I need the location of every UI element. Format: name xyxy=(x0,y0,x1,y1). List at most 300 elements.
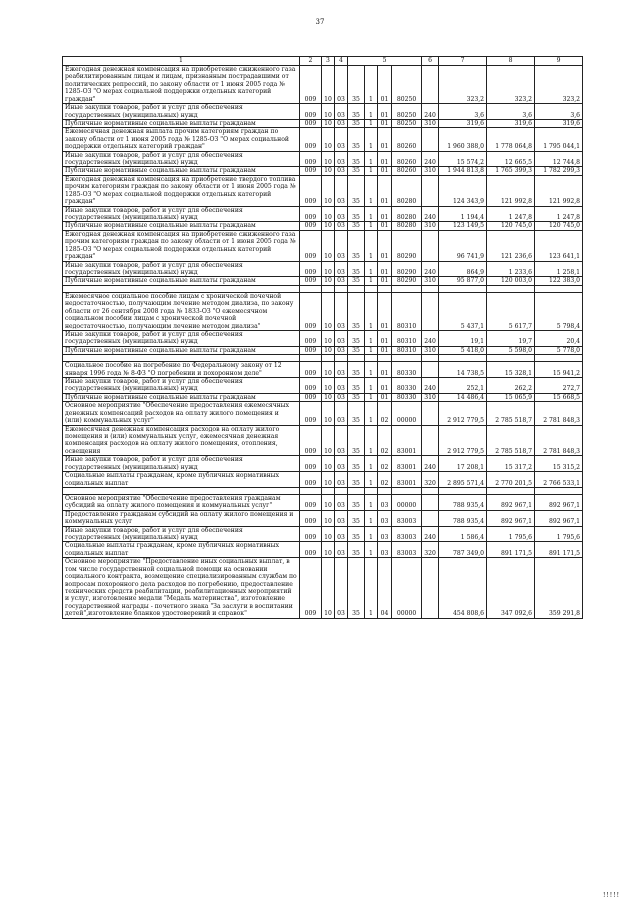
table-row xyxy=(63,230,583,261)
cell-c2: 009 xyxy=(300,558,322,618)
cell-c4: 03 xyxy=(335,378,348,394)
cell-k3: 01 xyxy=(378,66,392,104)
cell-k4: 83003 xyxy=(392,510,422,526)
spacer-cell xyxy=(322,487,335,494)
table-row xyxy=(63,292,583,330)
cell-v8: 5 598,0 xyxy=(487,346,535,354)
spacer-cell xyxy=(322,355,335,362)
cell-c2: 009 xyxy=(300,119,322,127)
cell-c2: 009 xyxy=(300,494,322,510)
cell-c4: 03 xyxy=(335,261,348,277)
cell-c6: 310 xyxy=(422,277,439,285)
cell-k3: 01 xyxy=(378,104,392,120)
header-cell: 9 xyxy=(535,57,583,66)
cell-name: Публичные нормативные социальные выплаты гражданам xyxy=(63,167,300,175)
spacer-cell xyxy=(335,355,348,362)
cell-k2: 1 xyxy=(365,222,378,230)
cell-c3: 10 xyxy=(322,330,335,346)
cell-v9: 1 782 299,3 xyxy=(535,167,583,175)
cell-k4: 80290 xyxy=(392,261,422,277)
cell-c4: 03 xyxy=(335,346,348,354)
cell-c6 xyxy=(422,402,439,425)
cell-v7: 454 808,6 xyxy=(439,558,487,618)
cell-k3: 01 xyxy=(378,292,392,330)
cell-v7: 2 912 779,5 xyxy=(439,402,487,425)
cell-c6 xyxy=(422,510,439,526)
cell-c3: 10 xyxy=(322,261,335,277)
cell-name: Иные закупки товаров, работ и услуг для обеспечения государственных (муниципальных) нужд xyxy=(63,261,300,277)
cell-k2: 1 xyxy=(365,558,378,618)
table-row xyxy=(63,472,583,488)
cell-c3: 10 xyxy=(322,494,335,510)
cell-c6: 310 xyxy=(422,346,439,354)
cell-name: Публичные нормативные социальные выплаты гражданам xyxy=(63,346,300,354)
cell-name: Ежемесячная денежная выплата прочим категориям граждан по закону области от 1 июня 2005 года № 1285-ОЗ "О мерах социальной поддержки отдельных категорий граждан" xyxy=(63,128,300,151)
cell-v9: 15 315,2 xyxy=(535,456,583,472)
cell-c4: 03 xyxy=(335,510,348,526)
cell-k4: 80280 xyxy=(392,175,422,206)
cell-c3: 10 xyxy=(322,206,335,222)
cell-c4: 03 xyxy=(335,66,348,104)
cell-k4: 83003 xyxy=(392,526,422,542)
cell-c3: 10 xyxy=(322,393,335,401)
header-row xyxy=(63,57,583,66)
cell-v7: 1 944 813,8 xyxy=(439,167,487,175)
cell-k3: 01 xyxy=(378,378,392,394)
cell-v7: 864,9 xyxy=(439,261,487,277)
cell-v7: 1 194,4 xyxy=(439,206,487,222)
cell-c4: 03 xyxy=(335,472,348,488)
cell-c4: 03 xyxy=(335,292,348,330)
cell-v8: 891 171,5 xyxy=(487,542,535,558)
cell-c6 xyxy=(422,494,439,510)
cell-k1: 35 xyxy=(348,151,365,167)
cell-k3: 03 xyxy=(378,494,392,510)
cell-c4: 03 xyxy=(335,128,348,151)
cell-c4: 03 xyxy=(335,175,348,206)
cell-c2: 009 xyxy=(300,362,322,378)
cell-k4: 80260 xyxy=(392,128,422,151)
cell-k3: 01 xyxy=(378,128,392,151)
cell-c2: 009 xyxy=(300,277,322,285)
cell-v9: 1 795,6 xyxy=(535,526,583,542)
cell-c2: 009 xyxy=(300,456,322,472)
cell-k3: 01 xyxy=(378,222,392,230)
cell-k1: 35 xyxy=(348,510,365,526)
cell-k2: 1 xyxy=(365,292,378,330)
cell-k1: 35 xyxy=(348,526,365,542)
cell-k3: 01 xyxy=(378,393,392,401)
cell-c6: 240 xyxy=(422,151,439,167)
cell-k3: 02 xyxy=(378,472,392,488)
cell-v9: 319,6 xyxy=(535,119,583,127)
cell-c2: 009 xyxy=(300,402,322,425)
cell-k4: 80250 xyxy=(392,66,422,104)
cell-v9: 3,6 xyxy=(535,104,583,120)
cell-name: Иные закупки товаров, работ и услуг для обеспечения государственных (муниципальных) нужд xyxy=(63,330,300,346)
cell-v8: 1 247,8 xyxy=(487,206,535,222)
cell-k3: 01 xyxy=(378,346,392,354)
cell-v9: 122 383,0 xyxy=(535,277,583,285)
spacer-cell xyxy=(348,355,365,362)
cell-c6: 320 xyxy=(422,472,439,488)
cell-v7: 323,2 xyxy=(439,66,487,104)
cell-c6: 320 xyxy=(422,542,439,558)
cell-c3: 10 xyxy=(322,526,335,542)
cell-v9: 892 967,1 xyxy=(535,494,583,510)
cell-v7: 1 586,4 xyxy=(439,526,487,542)
cell-v8: 120 003,0 xyxy=(487,277,535,285)
header-cell: 3 xyxy=(322,57,335,66)
spacer-cell xyxy=(365,285,378,292)
cell-k3: 01 xyxy=(378,230,392,261)
cell-k4: 00000 xyxy=(392,402,422,425)
cell-v7: 788 935,4 xyxy=(439,510,487,526)
cell-v9: 1 258,1 xyxy=(535,261,583,277)
cell-k4: 80310 xyxy=(392,330,422,346)
cell-name: Основное мероприятие "Предоставление иных социальных выплат, в том числе государственной социальной помощи на основании социального контракта, возмещение специализированным службам по вопросам похоронного дела расходов по погребению, предоставление технических средств реабилитации, реабилитационных мероприятий и услуг, изготовление медали "Медаль материнства", изготовление государственной награды - почетного знака "За заслуги в воспитании детей",изготовление бланков удостоверений и справок" xyxy=(63,558,300,618)
cell-k2: 1 xyxy=(365,175,378,206)
table-row xyxy=(63,175,583,206)
cell-name: Ежегодная денежная компенсация на приобретение сжиженного газа реабилитированным лицам и лицам, признанным пострадавшими от политических репрессий, по закону области от 1 июня 2005 года № 1285-ОЗ "О мерах социальной поддержки отдельных категорий граждан" xyxy=(63,66,300,104)
cell-v8: 319,6 xyxy=(487,119,535,127)
cell-c6: 310 xyxy=(422,222,439,230)
table-row xyxy=(63,277,583,285)
cell-k1: 35 xyxy=(348,104,365,120)
cell-v8: 1 778 064,8 xyxy=(487,128,535,151)
cell-v7: 14 738,5 xyxy=(439,362,487,378)
cell-k1: 35 xyxy=(348,330,365,346)
cell-c3: 10 xyxy=(322,292,335,330)
cell-k4: 80330 xyxy=(392,362,422,378)
cell-c3: 10 xyxy=(322,378,335,394)
cell-c3: 10 xyxy=(322,104,335,120)
cell-c4: 03 xyxy=(335,277,348,285)
cell-k3: 01 xyxy=(378,277,392,285)
cell-c6 xyxy=(422,175,439,206)
spacer-cell xyxy=(63,487,300,494)
cell-v8: 19,7 xyxy=(487,330,535,346)
cell-c6: 310 xyxy=(422,393,439,401)
cell-v7: 3,6 xyxy=(439,104,487,120)
cell-v8: 3,6 xyxy=(487,104,535,120)
cell-k4: 80280 xyxy=(392,206,422,222)
cell-c3: 10 xyxy=(322,175,335,206)
cell-v7: 14 486,4 xyxy=(439,393,487,401)
spacer-cell xyxy=(422,355,439,362)
table-row xyxy=(63,494,583,510)
cell-v7: 95 877,0 xyxy=(439,277,487,285)
cell-c3: 10 xyxy=(322,222,335,230)
spacer-cell xyxy=(378,285,392,292)
cell-c3: 10 xyxy=(322,456,335,472)
table-row xyxy=(63,393,583,401)
table-row xyxy=(63,362,583,378)
cell-c3: 10 xyxy=(322,128,335,151)
table-row xyxy=(63,542,583,558)
cell-k3: 03 xyxy=(378,526,392,542)
cell-k1: 35 xyxy=(348,456,365,472)
cell-c6 xyxy=(422,128,439,151)
cell-v9: 5 778,0 xyxy=(535,346,583,354)
cell-v9: 123 641,1 xyxy=(535,230,583,261)
cell-k2: 1 xyxy=(365,151,378,167)
spacer-cell xyxy=(365,487,378,494)
spacer-cell xyxy=(300,355,322,362)
cell-c6 xyxy=(422,558,439,618)
cell-k3: 03 xyxy=(378,542,392,558)
cell-c3: 10 xyxy=(322,542,335,558)
cell-c2: 009 xyxy=(300,151,322,167)
cell-k4: 80260 xyxy=(392,151,422,167)
cell-c2: 009 xyxy=(300,425,322,456)
cell-c3: 10 xyxy=(322,510,335,526)
cell-k2: 1 xyxy=(365,346,378,354)
table-row xyxy=(63,456,583,472)
cell-k4: 80310 xyxy=(392,292,422,330)
cell-c2: 009 xyxy=(300,222,322,230)
cell-k2: 1 xyxy=(365,330,378,346)
cell-c6: 310 xyxy=(422,167,439,175)
cell-v8: 2 770 201,5 xyxy=(487,472,535,488)
cell-v8: 15 317,2 xyxy=(487,456,535,472)
cell-k2: 1 xyxy=(365,494,378,510)
table-row xyxy=(63,510,583,526)
cell-v9: 272,7 xyxy=(535,378,583,394)
cell-k2: 1 xyxy=(365,402,378,425)
cell-c6: 240 xyxy=(422,330,439,346)
cell-name: Иные закупки товаров, работ и услуг для обеспечения государственных (муниципальных) нужд xyxy=(63,526,300,542)
budget-table xyxy=(62,56,583,619)
spacer-cell xyxy=(378,355,392,362)
spacer-cell xyxy=(535,285,583,292)
cell-v7: 15 574,2 xyxy=(439,151,487,167)
cell-k3: 01 xyxy=(378,119,392,127)
cell-k1: 35 xyxy=(348,277,365,285)
cell-c3: 10 xyxy=(322,402,335,425)
cell-k1: 35 xyxy=(348,230,365,261)
cell-k1: 35 xyxy=(348,425,365,456)
cell-v7: 787 349,0 xyxy=(439,542,487,558)
cell-k1: 35 xyxy=(348,378,365,394)
cell-k1: 35 xyxy=(348,66,365,104)
spacer-cell xyxy=(322,285,335,292)
cell-c4: 03 xyxy=(335,167,348,175)
cell-c3: 10 xyxy=(322,66,335,104)
cell-c3: 10 xyxy=(322,362,335,378)
cell-v7: 5 418,0 xyxy=(439,346,487,354)
cell-v9: 2 781 848,3 xyxy=(535,402,583,425)
spacer-cell xyxy=(439,487,487,494)
cell-k3: 02 xyxy=(378,425,392,456)
cell-name: Социальные выплаты гражданам, кроме публичных нормативных социальных выплат xyxy=(63,472,300,488)
spacer-cell xyxy=(535,355,583,362)
cell-k3: 03 xyxy=(378,510,392,526)
spacer-cell xyxy=(63,355,300,362)
cell-c4: 03 xyxy=(335,494,348,510)
cell-k4: 80250 xyxy=(392,119,422,127)
cell-k3: 02 xyxy=(378,456,392,472)
cell-c4: 03 xyxy=(335,151,348,167)
table-row xyxy=(63,119,583,127)
cell-name: Иные закупки товаров, работ и услуг для обеспечения государственных (муниципальных) нужд xyxy=(63,151,300,167)
spacer-cell xyxy=(439,355,487,362)
spacer-cell xyxy=(422,487,439,494)
cell-k1: 35 xyxy=(348,261,365,277)
cell-v8: 262,2 xyxy=(487,378,535,394)
cell-c4: 03 xyxy=(335,119,348,127)
cell-c6 xyxy=(422,230,439,261)
cell-c4: 03 xyxy=(335,393,348,401)
cell-k1: 35 xyxy=(348,402,365,425)
cell-v8: 121 236,6 xyxy=(487,230,535,261)
cell-v8: 323,2 xyxy=(487,66,535,104)
cell-k3: 01 xyxy=(378,175,392,206)
cell-k3: 01 xyxy=(378,151,392,167)
cell-k2: 1 xyxy=(365,206,378,222)
spacer-cell xyxy=(63,285,300,292)
cell-c4: 03 xyxy=(335,206,348,222)
cell-name: Публичные нормативные социальные выплаты гражданам xyxy=(63,393,300,401)
cell-v9: 323,2 xyxy=(535,66,583,104)
cell-k4: 80310 xyxy=(392,346,422,354)
cell-k1: 35 xyxy=(348,346,365,354)
spacer-cell xyxy=(392,285,422,292)
cell-v8: 1 795,6 xyxy=(487,526,535,542)
cell-k2: 1 xyxy=(365,128,378,151)
cell-v7: 1 960 388,0 xyxy=(439,128,487,151)
spacer-row xyxy=(63,285,583,292)
header-cell: 4 xyxy=(335,57,348,66)
table-row xyxy=(63,378,583,394)
cell-c6: 240 xyxy=(422,104,439,120)
cell-k2: 1 xyxy=(365,510,378,526)
cell-c4: 03 xyxy=(335,456,348,472)
cell-name: Иные закупки товаров, работ и услуг для обеспечения государственных (муниципальных) нужд xyxy=(63,104,300,120)
cell-name: Предоставление гражданам субсидий на оплату жилого помещения и коммунальных услуг xyxy=(63,510,300,526)
cell-c4: 03 xyxy=(335,425,348,456)
cell-k4: 80330 xyxy=(392,378,422,394)
cell-k3: 01 xyxy=(378,167,392,175)
cell-c3: 10 xyxy=(322,472,335,488)
spacer-cell xyxy=(365,355,378,362)
cell-k2: 1 xyxy=(365,425,378,456)
cell-c6 xyxy=(422,362,439,378)
cell-v9: 15 668,5 xyxy=(535,393,583,401)
cell-v8: 5 617,7 xyxy=(487,292,535,330)
cell-k2: 1 xyxy=(365,378,378,394)
cell-name: Основное мероприятие "Обеспечение предоставления ежемесячных денежных компенсаций расходов на оплату жилого помещения и (или) коммунальных услуг" xyxy=(63,402,300,425)
table-row xyxy=(63,558,583,618)
cell-v8: 1 765 399,3 xyxy=(487,167,535,175)
spacer-cell xyxy=(348,487,365,494)
spacer-cell xyxy=(487,285,535,292)
cell-k4: 83003 xyxy=(392,542,422,558)
cell-name: Ежемесячное социальное пособие лицам с хронической почечной недостаточностью, получающим лечение методом диализа, по закону области от 26 сентября 2008 года № 1833-ОЗ "О ежемесячном социальном пособии лицам с хронической почечной недостаточностью, получающим лечение методом диализа" xyxy=(63,292,300,330)
cell-c4: 03 xyxy=(335,330,348,346)
spacer-cell xyxy=(335,285,348,292)
cell-v9: 12 744,8 xyxy=(535,151,583,167)
cell-k1: 35 xyxy=(348,292,365,330)
cell-v9: 2 766 533,1 xyxy=(535,472,583,488)
cell-c6: 240 xyxy=(422,526,439,542)
cell-c4: 03 xyxy=(335,362,348,378)
table-row xyxy=(63,346,583,354)
cell-c4: 03 xyxy=(335,526,348,542)
cell-v8: 2 785 518,7 xyxy=(487,402,535,425)
cell-k2: 1 xyxy=(365,393,378,401)
spacer-row xyxy=(63,487,583,494)
cell-c3: 10 xyxy=(322,119,335,127)
spacer-cell xyxy=(300,487,322,494)
cell-c3: 10 xyxy=(322,277,335,285)
cell-v8: 120 745,0 xyxy=(487,222,535,230)
cell-c2: 009 xyxy=(300,66,322,104)
spacer-row xyxy=(63,355,583,362)
cell-v9: 120 745,0 xyxy=(535,222,583,230)
cell-name: Публичные нормативные социальные выплаты гражданам xyxy=(63,119,300,127)
header-cell: 1 xyxy=(63,57,300,66)
cell-name: Основное мероприятие "Обеспечение предоставления гражданам субсидий на оплату жилого помещения и коммунальных услуг" xyxy=(63,494,300,510)
cell-k2: 1 xyxy=(365,362,378,378)
cell-v8: 1 233,6 xyxy=(487,261,535,277)
spacer-cell xyxy=(392,355,422,362)
cell-k1: 35 xyxy=(348,494,365,510)
cell-k2: 1 xyxy=(365,526,378,542)
cell-v9: 2 781 848,3 xyxy=(535,425,583,456)
cell-k1: 35 xyxy=(348,167,365,175)
cell-c2: 009 xyxy=(300,206,322,222)
cell-k2: 1 xyxy=(365,456,378,472)
cell-name: Иные закупки товаров, работ и услуг для обеспечения государственных (муниципальных) нужд xyxy=(63,378,300,394)
cell-c6: 240 xyxy=(422,261,439,277)
spacer-cell xyxy=(392,487,422,494)
cell-c2: 009 xyxy=(300,167,322,175)
cell-k4: 00000 xyxy=(392,558,422,618)
cell-v9: 892 967,1 xyxy=(535,510,583,526)
cell-k2: 1 xyxy=(365,167,378,175)
cell-c2: 009 xyxy=(300,346,322,354)
cell-v7: 17 208,1 xyxy=(439,456,487,472)
cell-c3: 10 xyxy=(322,558,335,618)
page-number: 37 xyxy=(315,18,325,26)
spacer-cell xyxy=(422,285,439,292)
cell-k1: 35 xyxy=(348,119,365,127)
cell-v7: 123 149,5 xyxy=(439,222,487,230)
cell-k3: 04 xyxy=(378,558,392,618)
cell-c4: 03 xyxy=(335,230,348,261)
table-row xyxy=(63,402,583,425)
cell-k4: 80330 xyxy=(392,393,422,401)
cell-v9: 891 171,5 xyxy=(535,542,583,558)
table-row xyxy=(63,425,583,456)
cell-k1: 35 xyxy=(348,128,365,151)
cell-k2: 1 xyxy=(365,261,378,277)
spacer-cell xyxy=(300,285,322,292)
cell-k3: 01 xyxy=(378,261,392,277)
cell-name: Ежемесячная денежная компенсация расходов на оплату жилого помещения и (или) коммунальных услуг, ежемесячная денежная компенсация расходов на оплату жилого помещения, отопления, освещения xyxy=(63,425,300,456)
cell-v8: 15 065,9 xyxy=(487,393,535,401)
cell-k4: 83001 xyxy=(392,456,422,472)
cell-v7: 124 343,9 xyxy=(439,175,487,206)
cell-k2: 1 xyxy=(365,230,378,261)
budget-table-body xyxy=(63,57,583,619)
spacer-cell xyxy=(335,487,348,494)
cell-c6: 240 xyxy=(422,206,439,222)
cell-c2: 009 xyxy=(300,261,322,277)
cell-c3: 10 xyxy=(322,167,335,175)
cell-c6: 310 xyxy=(422,119,439,127)
